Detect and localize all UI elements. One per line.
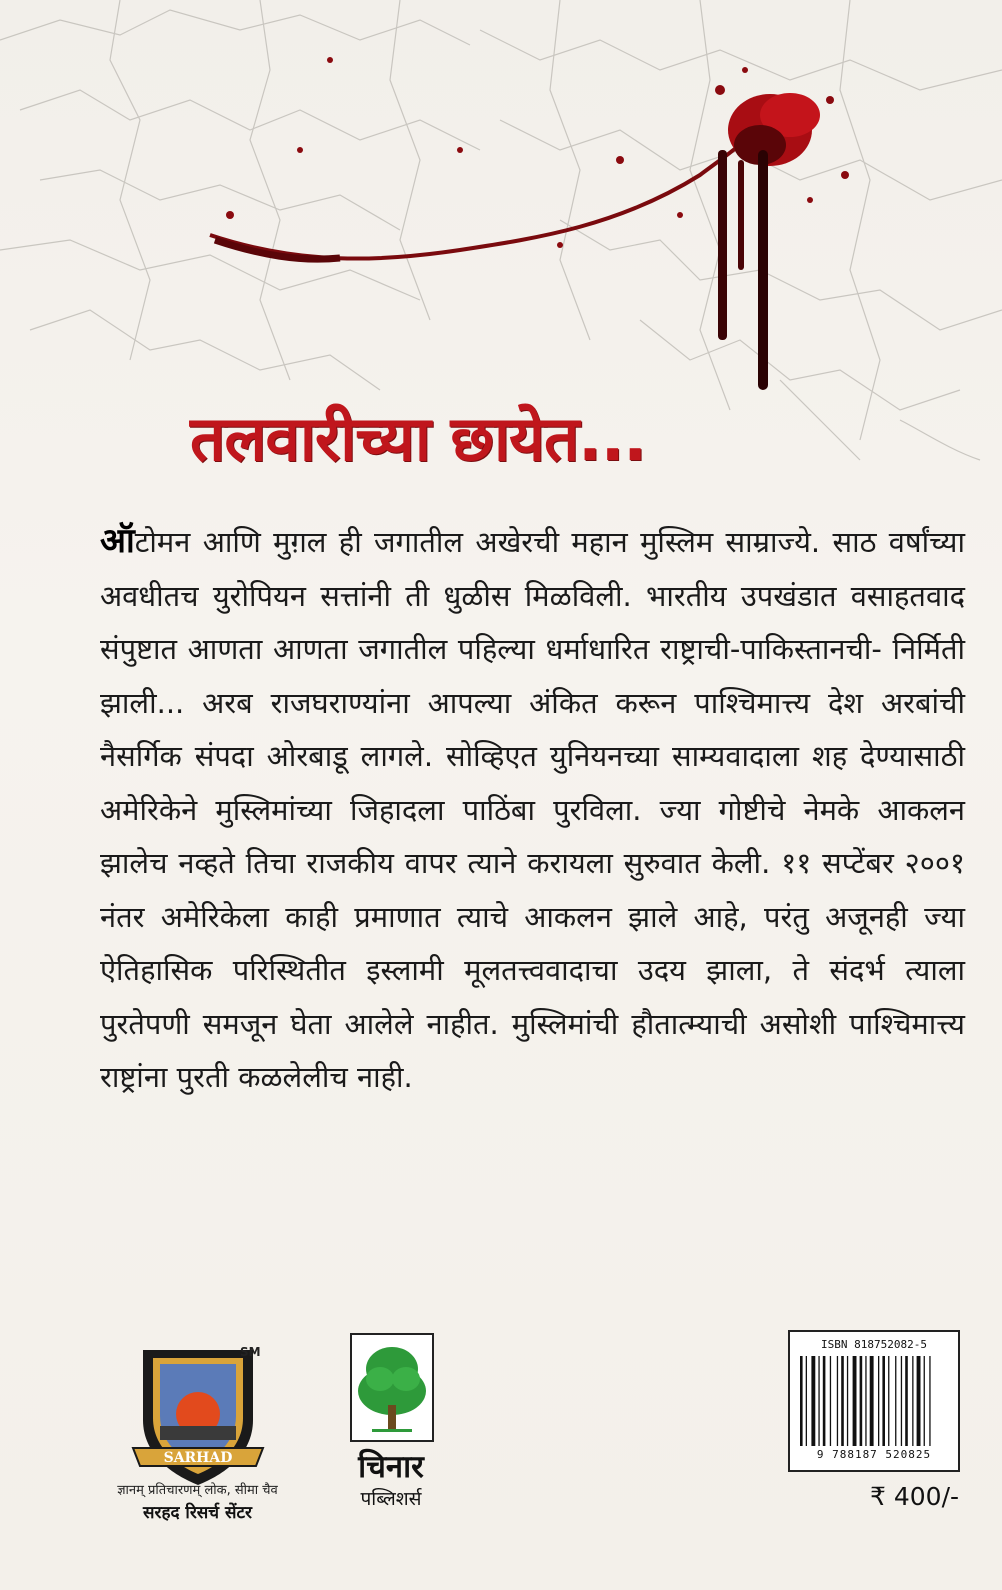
tree-icon (350, 1333, 434, 1442)
sarhad-name: सरहद रिसर्च सेंटर (143, 1503, 252, 1523)
blood-trail (210, 57, 849, 390)
isbn-label: ISBN 818752082-5 (821, 1338, 927, 1351)
service-mark: SM (240, 1345, 261, 1359)
blurb-paragraph (100, 515, 965, 1105)
book-title: तलवारीच्या छायेत... (190, 402, 646, 475)
sarhad-motto: ज्ञानम् प्रतिचारणम् लोक, सीमा चैव (117, 1483, 278, 1498)
barcode-digits: 9 788187 520825 (816, 1448, 932, 1461)
barcode-icon (800, 1356, 948, 1446)
price: ₹ 400/- (870, 1482, 960, 1511)
publisher-name: चिनार (358, 1449, 424, 1485)
isbn-barcode-block (788, 1330, 960, 1472)
blurb-dropcap: ऑ (100, 521, 135, 561)
publisher-subtitle: पब्लिशर्स (360, 1488, 422, 1510)
sarhad-logo-text: SARHAD (163, 1450, 233, 1466)
shield-emblem-icon (128, 1340, 268, 1490)
blurb-text: टोमन आणि मुग़ल ही जगातील अखेरची महान मुस्लिम साम्राज्ये. साठ वर्षांच्या अवधीतच युरोपियन सत्तांनी ती धुळीस मिळविली. भारतीय उपखंडात वसाहतवाद संपुष्टात आणता आणता जगातील पहिल्या धर्माधारित राष्ट्राची-पाकिस्तानची- निर्मिती झाली... अरब राजघराण्यांना आपल्या अंकित करून पाश्चिमात्त्य देश अरबांची नैसर्गिक संपदा ओरबाडू लागले. सोव्हिएत युनियनच्या साम्यवादाला शह देण्यासाठी अमेरिकेने मुस्लिमांच्या जिहादला पाठिंबा पुरविला. ज्या गोष्टीचे नेमके आकलन झालेच नव्हते तिचा राजकीय वापर त्याने करायला सुरुवात केली. ११ सप्टेंबर २००१ नंतर अमेरिकेला काही प्रमाणात त्याचे आकलन झाले आहे, परंतु अजूनही ज्या ऐतिहासिक परिस्थितीत इस्लामी मूलतत्त्ववादाचा उदय झाला, ते संदर्भ त्याला पुरतेपणी समजून घेता आलेले नाहीत. मुस्लिमांची हौतात्म्याची असोशी पाश्चिमात्त्य राष्ट्रांना पुरती कळलेलीच नाही. (100, 525, 965, 1094)
